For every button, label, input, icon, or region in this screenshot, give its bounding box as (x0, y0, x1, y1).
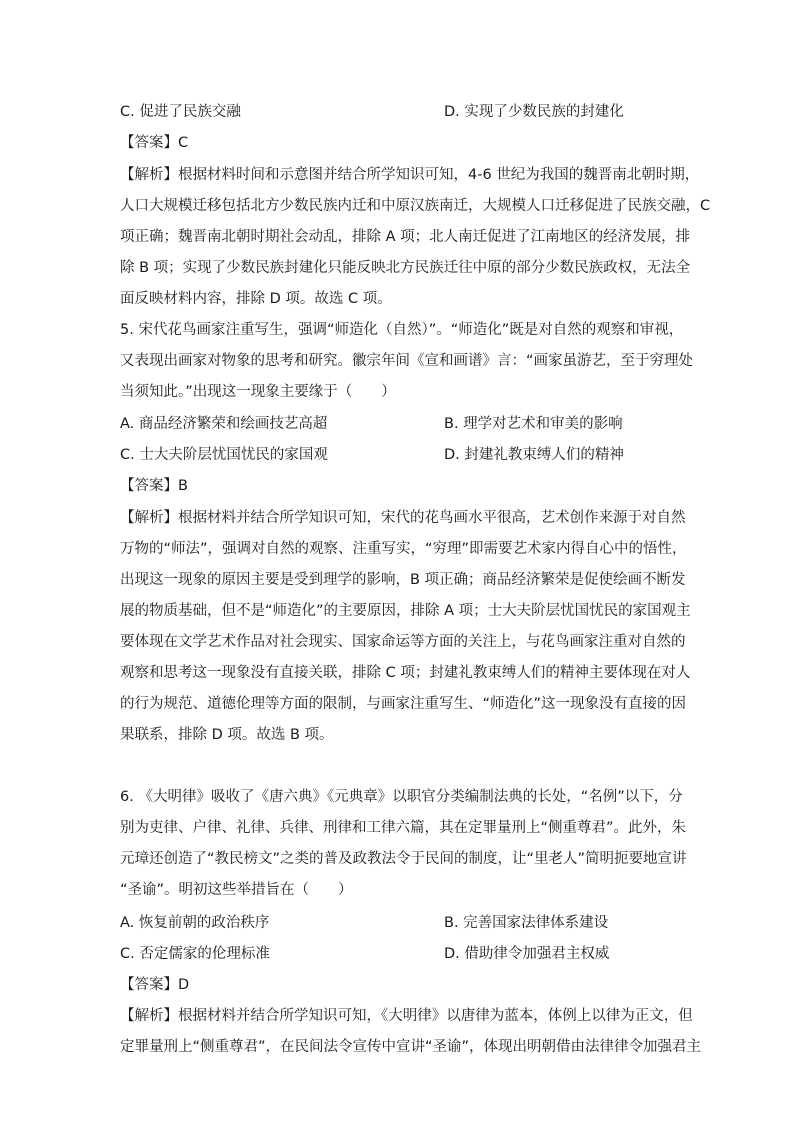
analysis-tag: 【解析】 (120, 510, 178, 526)
q6-analysis-line: 定罪量刑上“侧重尊君”，在民间法令宣传中宣讲“圣谕”，体现出明朝借由法律律令加强君主 (120, 1039, 702, 1055)
q5-option-b (444, 413, 623, 435)
analysis-text: 根据材料并结合所学知识可知，《大明律》以唐律为蓝本，体例上以律为正文，但 (178, 1008, 693, 1024)
q6-option-d (444, 943, 609, 965)
q5-analysis-line: 的行为规范、道德伦理等方面的限制，与画家注重写生、“师造化”这一现象没有直接的因 (120, 696, 687, 712)
q6-stem-line: “圣谕”。明初这些举措旨在（ ） (120, 882, 353, 898)
prev-answer (120, 132, 680, 154)
option-text: 完善国家法律体系建设 (463, 915, 609, 931)
option-label: B. (444, 915, 459, 931)
q5-analysis-line: 展的物质基础，但不是“师造化”的主要原因，排除 A 项；士大夫阶层忧国忧民的家国观主 (120, 603, 691, 619)
option-label: B. (444, 416, 459, 432)
prev-analysis-line: 人口大规模迁移包括北方少数民族内迁和中原汉族南迁，大规模人口迁移促进了民族交融，C (120, 198, 711, 214)
analysis-text: 根据材料并结合所学知识可知，宋代的花鸟画水平很高，艺术创作来源于对自然 (178, 510, 686, 526)
option-label: D. (444, 104, 460, 120)
q6-stem-line: 元璋还创造了“教民榜文”之类的普及政教法令于民间的制度，让“里老人”简明扼要地宣讲 (120, 851, 687, 867)
q5-analysis-line: 观察和思考这一现象没有直接关联，排除 C 项；封建礼教束缚人们的精神主要体现在对人 (120, 665, 691, 681)
option-text: 否定儒家的伦理标准 (139, 946, 270, 962)
q5-stem-line: 又表现出画家对物象的思考和研究。徽宗年间《宣和画谱》言：“画家虽游艺，至于穷理处 (120, 353, 694, 369)
q5-option-d (444, 444, 624, 466)
analysis-tag: 【解析】 (120, 1008, 178, 1024)
option-label: C. (120, 447, 135, 463)
answer-tag: 【答案】 (120, 478, 178, 494)
q6-stem-line: 别为吏律、户律、礼律、兵律、刑律和工律六篇，其在定罪量刑上“侧重尊君”。此外，朱 (120, 820, 687, 836)
q5-analysis-line (120, 507, 686, 529)
option-text: 封建礼教束缚人们的精神 (464, 447, 624, 463)
q5-analysis-line: 万物的“师法”，强调对自然的观察、注重写实，“穷理”即需要艺术家内得自心中的悟性， (120, 541, 687, 557)
q5-analysis-line: 出现这一现象的原因主要是受到理学的影响，B 项正确；商品经济繁荣是促使绘画不断发 (120, 572, 686, 588)
q5-stem-line: 5. 宋代花鸟画家注重写生，强调“师造化（自然）”。“师造化”既是对自然的观察和审视， (120, 322, 684, 338)
option-label: C. (120, 946, 135, 962)
prev-analysis-line: 项正确；魏晋南北朝时期社会动乱，排除 A 项；北人南迁促进了江南地区的经济发展，排 (120, 229, 691, 245)
answer-value: B (178, 478, 188, 494)
option-label: A. (120, 915, 135, 931)
prev-option-d (444, 101, 624, 123)
prev-analysis-line: 除 B 项；实现了少数民族封建化只能反映北方民族迁往中原的部分少数民族政权，无法全 (120, 260, 691, 276)
option-text: 理学对艺术和审美的影响 (463, 416, 623, 432)
q5-stem-line: 当须知此。”出现这一现象主要缘于（ ） (120, 384, 396, 400)
analysis-tag: 【解析】 (120, 167, 178, 183)
q5-analysis-line: 果联系，排除 D 项。故选 B 项。 (120, 727, 334, 743)
q6-option-b (444, 912, 608, 934)
prev-analysis-line (120, 164, 700, 186)
q6-option-a (120, 912, 269, 934)
q5-option-c (120, 444, 328, 466)
q5-answer (120, 475, 680, 497)
option-label: D. (444, 946, 460, 962)
q6-option-c (120, 943, 270, 965)
answer-value: C (178, 135, 189, 151)
q5-option-a (120, 413, 327, 435)
answer-value: D (178, 977, 190, 993)
option-label: D. (444, 447, 460, 463)
option-text: 士大夫阶层忧国忧民的家国观 (139, 447, 328, 463)
prev-analysis-line: 面反映材料内容，排除 D 项。故选 C 项。 (120, 291, 392, 307)
q6-stem-line: 6. 《大明律》吸收了《唐六典》《元典章》以职官分类编制法典的长处，“名例”以下，分 (120, 789, 683, 805)
option-text: 商品经济繁荣和绘画技艺高超 (138, 416, 328, 432)
option-label: A. (120, 416, 135, 432)
answer-tag: 【答案】 (120, 135, 178, 151)
q6-answer (120, 974, 680, 996)
q6-analysis-line (120, 1005, 693, 1027)
analysis-text: 根据材料时间和示意图并结合所学知识可知，4-6 世纪为我国的魏晋南北朝时期， (178, 167, 700, 183)
prev-option-c (120, 101, 241, 123)
option-text: 恢复前朝的政治秩序 (138, 915, 270, 931)
option-label: C. (120, 104, 135, 120)
option-text: 促进了民族交融 (139, 104, 241, 120)
q5-analysis-line: 要体现在文学艺术作品对社会现实、国家命运等方面的关注上，与花鸟画家注重对自然的 (120, 634, 686, 650)
answer-tag: 【答案】 (120, 977, 178, 993)
option-text: 借助律令加强君主权威 (464, 946, 610, 962)
option-text: 实现了少数民族的封建化 (464, 104, 624, 120)
